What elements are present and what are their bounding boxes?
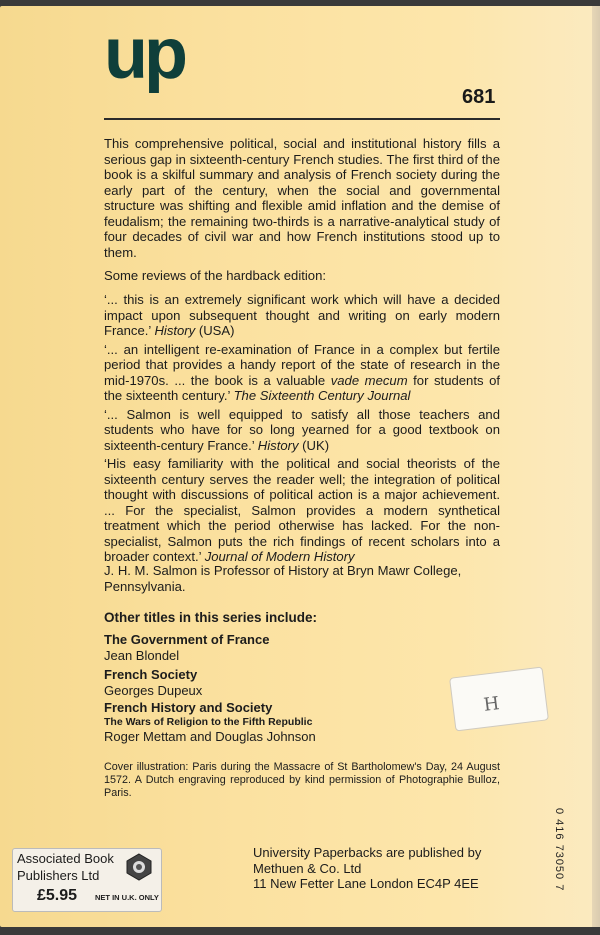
publisher-line: Methuen & Co. Ltd bbox=[253, 860, 362, 876]
series-subtitle: The Wars of Religion to the Fifth Republic bbox=[104, 715, 313, 728]
review-source: The Sixteenth Century Journal bbox=[233, 388, 411, 403]
description-paragraph bbox=[104, 136, 500, 266]
review-quote: for students of the sixteenth century.’ bbox=[104, 372, 500, 403]
series-title-item bbox=[104, 632, 524, 663]
header-rule bbox=[104, 118, 500, 120]
reviews-list bbox=[104, 292, 500, 568]
review-item bbox=[104, 342, 500, 404]
review-quote: ‘... this is an extremely significant work which will have a decided impact upon subsequent thought and writing on early modern France.’ bbox=[104, 292, 500, 338]
isbn: 0 416 73050 7 bbox=[553, 808, 565, 892]
other-titles-heading: Other titles in this series include: bbox=[104, 610, 318, 625]
publisher-line: University Paperbacks are published by bbox=[253, 845, 482, 860]
series-title: French Society bbox=[104, 667, 198, 682]
price-note: NET IN U.K. ONLY bbox=[95, 893, 159, 902]
sticker-line2: Publishers Ltd bbox=[17, 868, 100, 883]
series-author: Jean Blondel bbox=[104, 647, 180, 663]
description-text: This comprehensive political, social and institutional history fills a serious gap in sixteenth-century French studies. The first third of the book is a skilful summary and analysis of French society during the early part of the century, when the social and governmental structure was shifting and flexible amid inflation and the demise of feudalism; the remaining two-thirds is a narrative-analytical study of four decades of civil war and how French institutions stood up to them. bbox=[104, 136, 500, 260]
sticker-line1: Associated Book bbox=[17, 851, 114, 866]
series-title: The Government of France bbox=[104, 632, 270, 647]
series-number: 681 bbox=[462, 86, 496, 108]
review-suffix: (UK) bbox=[298, 437, 330, 453]
page-edge bbox=[592, 6, 600, 927]
series-title: French History and Society bbox=[104, 700, 273, 715]
review-item bbox=[104, 292, 500, 339]
review-item bbox=[104, 407, 500, 454]
review-item bbox=[104, 456, 500, 565]
cover-caption: Cover illustration: Paris during the Massacre of St Bartholomew's Day, 24 August 1572. A Dutch engraving reproduced by kind permission of Photographie Bulloz, Paris. bbox=[104, 761, 500, 799]
series-author: Georges Dupeux bbox=[104, 682, 203, 698]
hexagon-logo-icon bbox=[125, 853, 153, 881]
price: £5.95 bbox=[37, 887, 78, 904]
review-source: History bbox=[257, 437, 299, 453]
author-note: J. H. M. Salmon is Professor of History at Bryn Mawr College, Pennsylvania. bbox=[104, 563, 462, 594]
review-suffix: (USA) bbox=[195, 323, 235, 338]
handwritten-letter: H bbox=[482, 693, 501, 716]
review-source: History bbox=[154, 323, 196, 338]
publisher-info bbox=[253, 845, 481, 892]
publisher-line: 11 New Fetter Lane London EC4P 4EE bbox=[253, 876, 479, 891]
review-source: Journal of Modern History bbox=[204, 549, 355, 564]
series-author: Roger Mettam and Douglas Johnson bbox=[104, 728, 316, 744]
review-quote: ‘His easy familiarity with the political and social theorists of the sixteenth century serves the reader well; the integration of political thought with discussions of political action is a major achievement. ... For the specialist, Salmon provides a modern synthetical treatment which the period otherwise has lacked. For the non-specialist, Salmon puts the rich findings of recent scholars into a broader context.’ bbox=[104, 456, 500, 564]
handwritten-tag bbox=[449, 666, 549, 731]
review-italic: vade mecum bbox=[330, 372, 408, 388]
review-quote: ‘... an intelligent re-examination of France in a complex but fertile period that provides a handy report of the state of research in the mid-1970s. ... the book is a valuable bbox=[104, 341, 500, 388]
reviews-intro: Some reviews of the hardback edition: bbox=[104, 268, 326, 283]
review-quote: ‘... Salmon is well equipped to satisfy all those teachers and students who have for so long yearned for a good textbook on sixteenth-century France.’ bbox=[104, 406, 500, 453]
price-sticker bbox=[12, 848, 162, 912]
publisher-logo: up bbox=[104, 14, 184, 94]
